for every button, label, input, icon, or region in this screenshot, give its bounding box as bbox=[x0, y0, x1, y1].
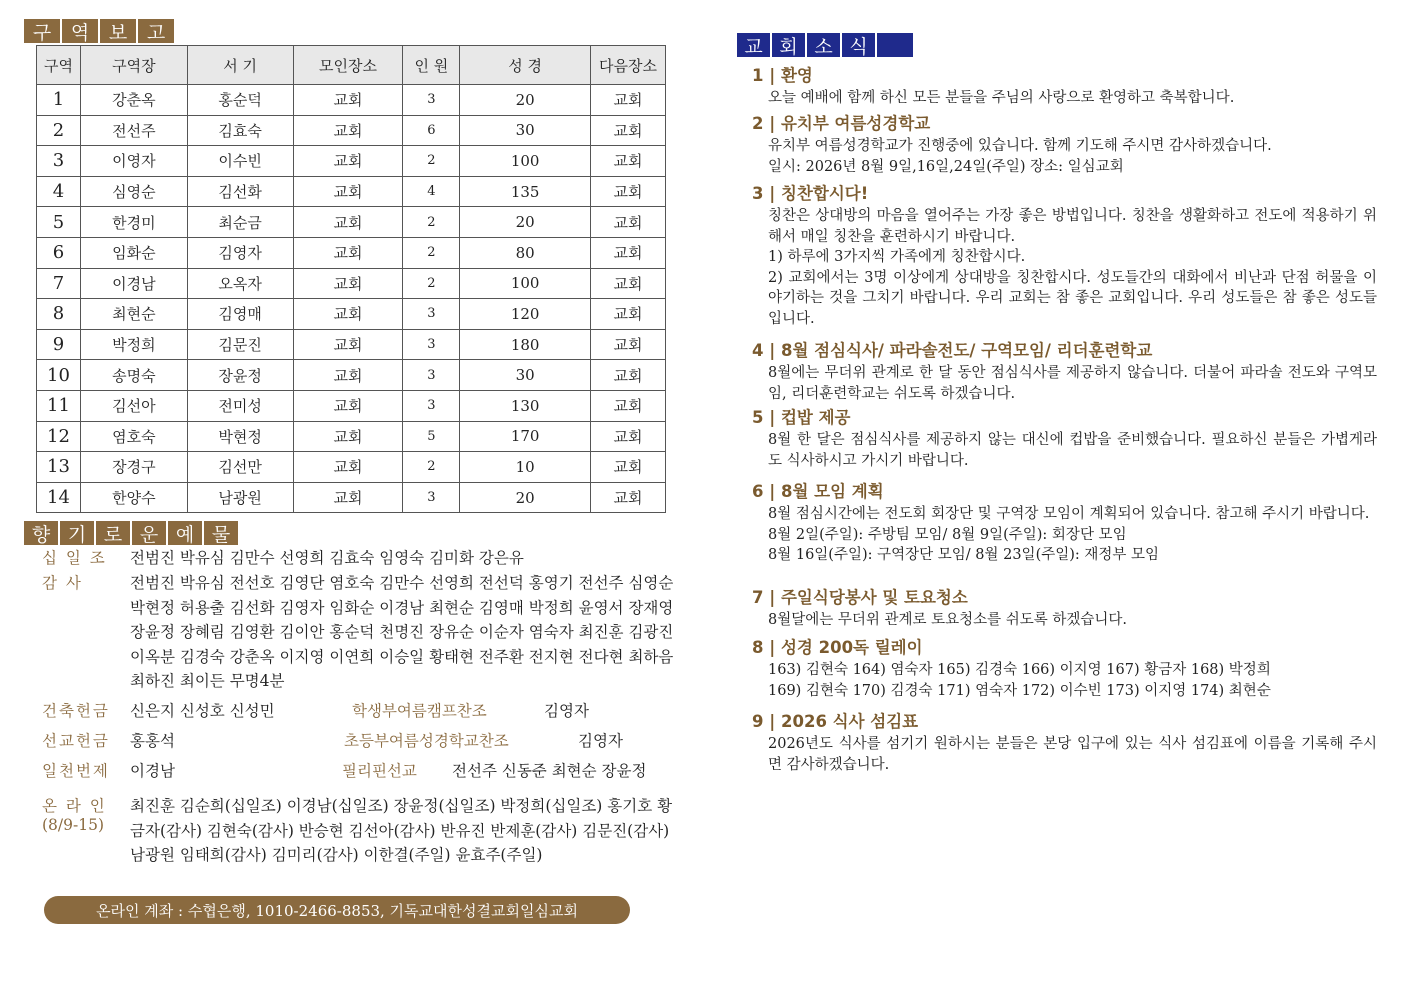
report-title-char: 역 bbox=[62, 19, 98, 43]
count-cell: 2 bbox=[403, 452, 460, 483]
building-row bbox=[42, 699, 589, 721]
leader-cell: 김선아 bbox=[80, 390, 187, 421]
next-place-cell: 교회 bbox=[591, 146, 666, 177]
news-item-body: 오늘 예배에 함께 하신 모든 분들을 주님의 사랑으로 환영하고 축복합니다. bbox=[768, 90, 1235, 106]
district-cell: 7 bbox=[37, 268, 81, 299]
next-place-cell: 교회 bbox=[591, 207, 666, 238]
leader-cell: 전선주 bbox=[80, 115, 187, 146]
next-place-cell: 교회 bbox=[591, 452, 666, 483]
count-cell: 2 bbox=[403, 268, 460, 299]
col-header-place: 모인장소 bbox=[293, 46, 403, 85]
offering-section-title bbox=[24, 521, 240, 545]
news-item-body: 8월 점심시간에는 전도회 회장단 및 구역장 모임이 계획되어 있습니다. 참고해 주시기 바랍니다. bbox=[768, 506, 1370, 522]
online-period: (8/9-15) bbox=[42, 816, 104, 834]
table-row bbox=[37, 146, 666, 177]
camp-label: 학생부여름캠프찬조 bbox=[352, 702, 487, 720]
secretary-cell: 김효숙 bbox=[187, 115, 293, 146]
leader-cell: 송명숙 bbox=[80, 360, 187, 391]
offering-title-char: 기 bbox=[60, 521, 94, 545]
news-item bbox=[752, 406, 1377, 471]
building-names: 신은지 신성호 신성민 bbox=[130, 702, 275, 720]
next-place-cell: 교회 bbox=[591, 237, 666, 268]
report-section-title bbox=[24, 19, 176, 43]
count-cell: 3 bbox=[403, 85, 460, 116]
news-item-body: 1) 하루에 3가지씩 가족에게 칭찬합시다. bbox=[768, 249, 1026, 265]
secretary-cell: 김선만 bbox=[187, 452, 293, 483]
news-title-char: 소 bbox=[807, 33, 840, 57]
bible-cell: 180 bbox=[460, 329, 591, 360]
count-cell: 3 bbox=[403, 482, 460, 513]
table-header-row bbox=[37, 46, 666, 85]
secretary-cell: 최순금 bbox=[187, 207, 293, 238]
ilcheon-row bbox=[42, 759, 646, 781]
next-place-cell: 교회 bbox=[591, 268, 666, 299]
bible-cell: 20 bbox=[460, 85, 591, 116]
table-row bbox=[37, 390, 666, 421]
bible-cell: 100 bbox=[460, 268, 591, 299]
online-label-block bbox=[42, 794, 130, 868]
report-title-char: 구 bbox=[24, 19, 60, 43]
news-item-title: 9 | 2026 식사 섬김표 bbox=[752, 712, 919, 731]
news-item-title: 1 | 환영 bbox=[752, 66, 813, 85]
next-place-cell: 교회 bbox=[591, 176, 666, 207]
mission-label: 선교헌금 bbox=[42, 732, 110, 750]
secretary-cell: 김영자 bbox=[187, 237, 293, 268]
table-row bbox=[37, 452, 666, 483]
news-item-title: 3 | 칭찬합시다! bbox=[752, 184, 869, 203]
table-row bbox=[37, 237, 666, 268]
bible-cell: 10 bbox=[460, 452, 591, 483]
col-header-bible: 성 경 bbox=[460, 46, 591, 85]
news-item-title: 5 | 컵밥 제공 bbox=[752, 408, 851, 427]
news-item bbox=[752, 636, 1377, 701]
leader-cell: 한양수 bbox=[80, 482, 187, 513]
count-cell: 2 bbox=[403, 237, 460, 268]
news-item-body: 163) 김현숙 164) 염숙자 165) 김경숙 166) 이지영 167) 황금자 168) 박정희 bbox=[768, 662, 1271, 678]
bible-cell: 20 bbox=[460, 482, 591, 513]
table-row bbox=[37, 268, 666, 299]
secretary-cell: 홍순덕 bbox=[187, 85, 293, 116]
secretary-cell: 남광원 bbox=[187, 482, 293, 513]
place-cell: 교회 bbox=[293, 207, 403, 238]
col-header-secretary: 서 기 bbox=[187, 46, 293, 85]
news-item-body: 칭찬은 상대방의 마음을 열어주는 가장 좋은 방법입니다. 칭찬을 생활화하고 전도에 적용하기 위해서 매일 칭찬을 훈련하시기 바랍니다. bbox=[768, 208, 1377, 245]
secretary-cell: 김영매 bbox=[187, 299, 293, 330]
bible-cell: 20 bbox=[460, 207, 591, 238]
district-cell: 8 bbox=[37, 299, 81, 330]
secretary-cell: 장윤정 bbox=[187, 360, 293, 391]
place-cell: 교회 bbox=[293, 360, 403, 391]
next-place-cell: 교회 bbox=[591, 299, 666, 330]
leader-cell: 염호숙 bbox=[80, 421, 187, 452]
next-place-cell: 교회 bbox=[591, 85, 666, 116]
place-cell: 교회 bbox=[293, 329, 403, 360]
secretary-cell: 오옥자 bbox=[187, 268, 293, 299]
table-row bbox=[37, 176, 666, 207]
district-cell: 12 bbox=[37, 421, 81, 452]
secretary-cell: 박현정 bbox=[187, 421, 293, 452]
table-row bbox=[37, 115, 666, 146]
offering-title-char: 로 bbox=[96, 521, 130, 545]
count-cell: 6 bbox=[403, 115, 460, 146]
news-item bbox=[752, 710, 1377, 775]
leader-cell: 이영자 bbox=[80, 146, 187, 177]
place-cell: 교회 bbox=[293, 268, 403, 299]
leader-cell: 장경구 bbox=[80, 452, 187, 483]
next-place-cell: 교회 bbox=[591, 329, 666, 360]
news-item-title: 2 | 유치부 여름성경학교 bbox=[752, 114, 931, 133]
secretary-cell: 김선화 bbox=[187, 176, 293, 207]
news-item-body: 2026년도 식사를 섬기기 원하시는 분들은 본당 입구에 있는 식사 섬김표에 이름을 기록해 주시면 감사하겠습니다. bbox=[768, 736, 1377, 773]
table-row bbox=[37, 329, 666, 360]
news-item bbox=[752, 480, 1377, 566]
col-header-leader: 구역장 bbox=[80, 46, 187, 85]
place-cell: 교회 bbox=[293, 146, 403, 177]
bible-cell: 135 bbox=[460, 176, 591, 207]
col-header-count: 인 원 bbox=[403, 46, 460, 85]
bible-cell: 130 bbox=[460, 390, 591, 421]
building-label: 건축헌금 bbox=[42, 702, 110, 720]
table-row bbox=[37, 482, 666, 513]
report-title-char: 보 bbox=[100, 19, 136, 43]
leader-cell: 박정희 bbox=[80, 329, 187, 360]
tithe-names: 전범진 박유심 김만수 선영희 김효숙 임영숙 김미화 강은유 bbox=[130, 549, 524, 567]
district-cell: 5 bbox=[37, 207, 81, 238]
place-cell: 교회 bbox=[293, 452, 403, 483]
news-item-body: 8월달에는 무더위 관계로 토요청소를 쉬도록 하겠습니다. bbox=[768, 612, 1128, 628]
news-item-title: 6 | 8월 모임 계획 bbox=[752, 482, 884, 501]
district-report-table bbox=[36, 45, 666, 513]
col-header-next-place: 다음장소 bbox=[591, 46, 666, 85]
place-cell: 교회 bbox=[293, 390, 403, 421]
online-row bbox=[42, 794, 680, 868]
leader-cell: 임화순 bbox=[80, 237, 187, 268]
offering-title-char: 향 bbox=[24, 521, 58, 545]
district-cell: 13 bbox=[37, 452, 81, 483]
table-row bbox=[37, 207, 666, 238]
news-item-body: 일시: 2026년 8월 9일,16일,24일(주일) 장소: 일심교회 bbox=[768, 158, 1124, 175]
thanks-row bbox=[42, 571, 680, 694]
news-item bbox=[752, 64, 1377, 109]
district-cell: 10 bbox=[37, 360, 81, 391]
philippine-label: 필리핀선교 bbox=[342, 762, 417, 780]
col-header-district: 구역 bbox=[37, 46, 81, 85]
online-account-banner: 온라인 계좌 : 수협은행, 1010-2466-8853, 기독교대한성결교회일심교회 bbox=[44, 896, 630, 924]
news-item bbox=[752, 339, 1377, 404]
mission-row bbox=[42, 729, 623, 751]
news-item-title: 8 | 성경 200독 릴레이 bbox=[752, 638, 923, 657]
news-item-title: 7 | 주일식당봉사 및 토요청소 bbox=[752, 588, 968, 607]
place-cell: 교회 bbox=[293, 237, 403, 268]
place-cell: 교회 bbox=[293, 85, 403, 116]
vbs-label: 초등부여름성경학교찬조 bbox=[344, 732, 509, 750]
news-title-spacer bbox=[877, 33, 913, 57]
bible-cell: 120 bbox=[460, 299, 591, 330]
count-cell: 3 bbox=[403, 299, 460, 330]
news-item-body: 8월 2일(주일): 주방팀 모임/ 8월 9일(주일): 회장단 모임 bbox=[768, 526, 1127, 543]
news-section-title bbox=[737, 33, 915, 57]
bible-cell: 80 bbox=[460, 237, 591, 268]
online-label: 온 라 인 bbox=[42, 797, 107, 815]
bible-cell: 100 bbox=[460, 146, 591, 177]
mission-names: 홍홍석 bbox=[130, 732, 175, 750]
count-cell: 5 bbox=[403, 421, 460, 452]
bible-cell: 30 bbox=[460, 115, 591, 146]
district-cell: 4 bbox=[37, 176, 81, 207]
place-cell: 교회 bbox=[293, 482, 403, 513]
count-cell: 2 bbox=[403, 146, 460, 177]
leader-cell: 심영순 bbox=[80, 176, 187, 207]
district-cell: 1 bbox=[37, 85, 81, 116]
leader-cell: 강춘옥 bbox=[80, 85, 187, 116]
table-row bbox=[37, 360, 666, 391]
news-item-body: 8월 한 달은 점심식사를 제공하지 않는 대신에 컵밥을 준비했습니다. 필요하신 분들은 가볍게라도 식사하시고 가시기 바랍니다. bbox=[768, 432, 1377, 469]
online-names: 최진훈 김순희(십일조) 이경남(십일조) 장윤정(십일조) 박정희(십일조) 홍기호 황금자(감사) 김현숙(감사) 반승현 김선아(감사) 반유진 반제훈(감사) 김문진(감사) 남광원 임태희(감사) 김미리(감사) 이한결(주일) 윤효주(주일) bbox=[130, 797, 673, 864]
offering-title-char: 물 bbox=[204, 521, 238, 545]
count-cell: 3 bbox=[403, 360, 460, 391]
count-cell: 2 bbox=[403, 207, 460, 238]
place-cell: 교회 bbox=[293, 115, 403, 146]
philippine-names: 전선주 신동준 최현순 장윤정 bbox=[452, 762, 647, 780]
news-title-char: 식 bbox=[842, 33, 875, 57]
report-title-char: 고 bbox=[138, 19, 174, 43]
leader-cell: 최현순 bbox=[80, 299, 187, 330]
table-row bbox=[37, 299, 666, 330]
camp-names: 김영자 bbox=[544, 702, 589, 720]
place-cell: 교회 bbox=[293, 299, 403, 330]
secretary-cell: 김문진 bbox=[187, 329, 293, 360]
next-place-cell: 교회 bbox=[591, 390, 666, 421]
district-cell: 6 bbox=[37, 237, 81, 268]
news-item-body: 8월에는 무더위 관계로 한 달 동안 점심식사를 제공하지 않습니다. 더불어 파라솔 전도와 구역모임, 리더훈련학교는 쉬도록 하겠습니다. bbox=[768, 365, 1377, 402]
district-cell: 14 bbox=[37, 482, 81, 513]
next-place-cell: 교회 bbox=[591, 482, 666, 513]
leader-cell: 한경미 bbox=[80, 207, 187, 238]
next-place-cell: 교회 bbox=[591, 421, 666, 452]
district-cell: 9 bbox=[37, 329, 81, 360]
place-cell: 교회 bbox=[293, 176, 403, 207]
count-cell: 3 bbox=[403, 390, 460, 421]
news-item-body: 169) 김현숙 170) 김경숙 171) 염숙자 172) 이수빈 173) 이지영 174) 최현순 bbox=[768, 682, 1271, 699]
district-cell: 2 bbox=[37, 115, 81, 146]
news-item bbox=[752, 182, 1377, 329]
leader-cell: 이경남 bbox=[80, 268, 187, 299]
count-cell: 3 bbox=[403, 329, 460, 360]
news-item-body: 유치부 여름성경학교가 진행중에 있습니다. 함께 기도해 주시면 감사하겠습니다. bbox=[768, 138, 1272, 154]
next-place-cell: 교회 bbox=[591, 115, 666, 146]
thanks-names: 전범진 박유심 전선호 김영단 염호숙 김만수 선영희 전선덕 홍영기 전선주 심영순 박현정 허용출 김선화 김영자 임화순 이경남 최현순 김영매 박정희 윤영서 장재영 장윤정 장혜림 김영환 김이안 홍순덕 천명진 장유순 이순자 염숙자 최진훈 김광진 이옥분 김경숙 강춘옥 이지영 이연희 이승일 황태현 전주환 전지현 전다현 최하음 최하진 최이든 무명4분 bbox=[130, 574, 674, 690]
table-row bbox=[37, 421, 666, 452]
news-title-char: 회 bbox=[772, 33, 805, 57]
news-item bbox=[752, 586, 1377, 631]
next-place-cell: 교회 bbox=[591, 360, 666, 391]
news-item-title: 4 | 8월 점심식사/ 파라솔전도/ 구역모임/ 리더훈련학교 bbox=[752, 341, 1153, 360]
ilcheon-names: 이경남 bbox=[130, 762, 175, 780]
secretary-cell: 이수빈 bbox=[187, 146, 293, 177]
tithe-label: 십 일 조 bbox=[42, 549, 107, 567]
count-cell: 4 bbox=[403, 176, 460, 207]
place-cell: 교회 bbox=[293, 421, 403, 452]
news-item bbox=[752, 112, 1377, 177]
bible-cell: 170 bbox=[460, 421, 591, 452]
district-cell: 11 bbox=[37, 390, 81, 421]
district-cell: 3 bbox=[37, 146, 81, 177]
news-title-char: 교 bbox=[737, 33, 770, 57]
vbs-names: 김영자 bbox=[578, 732, 623, 750]
ilcheon-label: 일천번제 bbox=[42, 762, 110, 780]
offering-title-char: 예 bbox=[168, 521, 202, 545]
table-row bbox=[37, 85, 666, 116]
thanks-label: 감 사 bbox=[42, 574, 83, 592]
offering-title-char: 운 bbox=[132, 521, 166, 545]
news-item-body: 8월 16일(주일): 구역장단 모임/ 8월 23일(주일): 재정부 모임 bbox=[768, 547, 1160, 563]
tithe-row bbox=[42, 546, 680, 571]
secretary-cell: 전미성 bbox=[187, 390, 293, 421]
bible-cell: 30 bbox=[460, 360, 591, 391]
news-item-body: 2) 교회에서는 3명 이상에게 상대방을 칭찬합시다. 성도들간의 대화에서 비난과 단점 허물을 이야기하는 것을 그치기 바랍니다. 우리 교회는 참 좋은 교회입니다. 우리 성도들은 참 좋은 성도들입니다. bbox=[768, 269, 1377, 327]
